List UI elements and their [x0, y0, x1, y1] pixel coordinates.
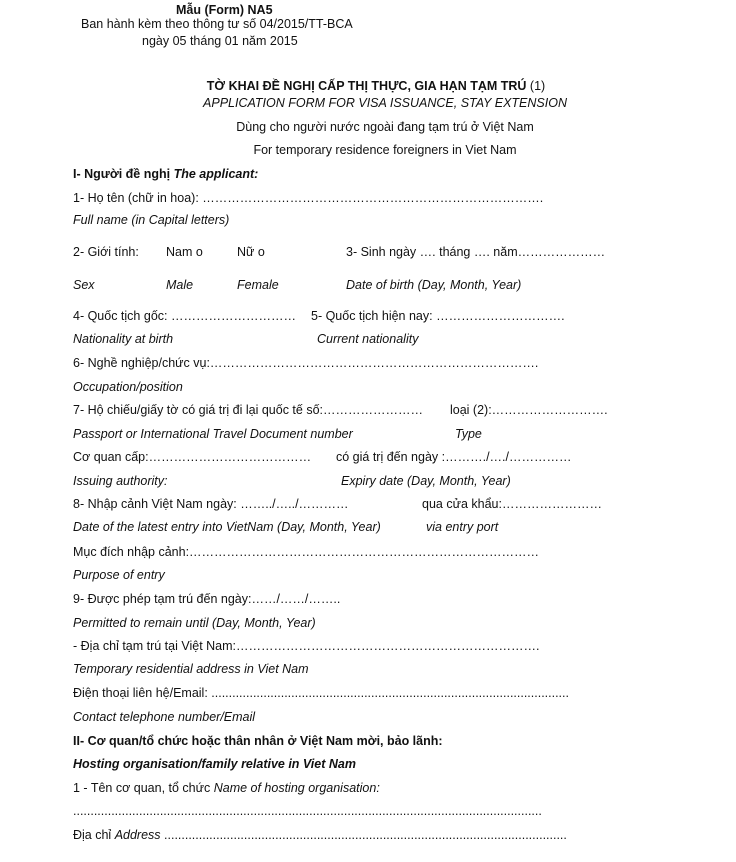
- male-checkbox[interactable]: Nam o: [166, 245, 203, 259]
- org-name-label-vi: 1 - Tên cơ quan, tổ chức: [73, 781, 214, 795]
- subtitle-en: For temporary residence foreigners in Viet Nam: [253, 143, 517, 157]
- full-name-field[interactable]: 1- Họ tên (chữ in hoa): ……………………………………………………………………….: [73, 191, 544, 205]
- section2-heading-en: Hosting organisation/family relative in Viet Nam: [73, 757, 356, 771]
- issuing-label-en: Issuing authority:: [73, 474, 168, 488]
- phone-email-label-en: Contact telephone number/Email: [73, 710, 256, 724]
- permitted-until-field[interactable]: 9- Được phép tạm trú đến ngày:……/……/……..: [73, 592, 341, 606]
- nationality-birth-field[interactable]: 4- Quốc tịch gốc: …………………………: [73, 309, 296, 323]
- male-label-en: Male: [166, 278, 194, 292]
- title-note: (1): [526, 79, 546, 93]
- temp-address-field[interactable]: - Địa chỉ tạm trú tại Việt Nam:……………………………………………………………….: [73, 639, 540, 653]
- issued-date: ngày 05 tháng 01 năm 2015: [142, 34, 298, 48]
- title-vi-text: TỜ KHAI ĐỀ NGHỊ CẤP THỊ THỰC, GIA HẠN TẠM TRÚ: [206, 79, 527, 93]
- issuing-authority-field[interactable]: Cơ quan cấp:…………………………………: [73, 450, 312, 464]
- org-address-row[interactable]: [73, 827, 567, 843]
- form-code: Mẫu (Form) NA5: [176, 3, 273, 17]
- org-address-field[interactable]: ....................................................................................................................: [160, 828, 567, 842]
- section1-heading-en: The applicant:: [173, 167, 259, 181]
- entry-port-field[interactable]: qua cửa khẩu:……………………: [422, 497, 602, 511]
- org-name-label-en: Name of hosting organisation:: [213, 781, 380, 795]
- full-name-label-en: Full name (in Capital letters): [73, 213, 230, 227]
- nationality-current-label-en: Current nationality: [317, 332, 419, 346]
- org-name-field[interactable]: .......................................................................................................................................: [73, 804, 542, 818]
- passport-type-field[interactable]: loại (2):……………………….: [450, 403, 608, 417]
- passport-number-field[interactable]: 7- Hộ chiếu/giấy tờ có giá trị đi lại quốc tế số:……………………: [73, 403, 423, 417]
- org-address-label-en: Address: [114, 828, 161, 842]
- dob-label-en: Date of birth (Day, Month, Year): [346, 278, 522, 292]
- type-label-en: Type: [455, 427, 482, 441]
- dob-field[interactable]: 3- Sinh ngày …. tháng …. năm…………………: [346, 245, 606, 259]
- entry-date-field[interactable]: 8- Nhập cảnh Việt Nam ngày: ……../…../…………: [73, 497, 349, 511]
- expiry-date-field[interactable]: có giá trị đến ngày :………./…./……………: [336, 450, 572, 464]
- section1-heading: [73, 166, 258, 182]
- permitted-label-en: Permitted to remain until (Day, Month, Year): [73, 616, 316, 630]
- expiry-label-en: Expiry date (Day, Month, Year): [341, 474, 511, 488]
- org-name-label: [73, 780, 380, 796]
- entry-label-en: Date of the latest entry into VietNam (Day, Month, Year): [73, 520, 381, 534]
- issued-with: Ban hành kèm theo thông tư số 04/2015/TT-BCA: [81, 17, 353, 31]
- section2-heading: II- Cơ quan/tổ chức hoặc thân nhân ở Việt Nam mời, bảo lãnh:: [73, 734, 443, 748]
- female-label-en: Female: [237, 278, 279, 292]
- nationality-birth-label-en: Nationality at birth: [73, 332, 174, 346]
- subtitle-vi: Dùng cho người nước ngoài đang tạm trú ở Việt Nam: [236, 120, 534, 134]
- port-label-en: via entry port: [426, 520, 499, 534]
- title-vi: [0, 78, 736, 94]
- sex-label-en: Sex: [73, 278, 95, 292]
- temp-address-label-en: Temporary residential address in Viet Nam: [73, 662, 309, 676]
- org-address-label-vi: Địa chỉ: [73, 828, 115, 842]
- purpose-label-en: Purpose of entry: [73, 568, 165, 582]
- passport-label-en: Passport or International Travel Document number: [73, 427, 353, 441]
- female-checkbox[interactable]: Nữ o: [237, 245, 265, 259]
- sex-label-vi: 2- Giới tính:: [73, 245, 139, 259]
- nationality-current-field[interactable]: 5- Quốc tịch hiện nay: ………………………….: [311, 309, 565, 323]
- purpose-field[interactable]: Mục đích nhập cảnh:…………………………………………………………………………: [73, 545, 540, 559]
- occupation-label-en: Occupation/position: [73, 380, 183, 394]
- title-en: APPLICATION FORM FOR VISA ISSUANCE, STAY EXTENSION: [203, 96, 567, 110]
- occupation-field[interactable]: 6- Nghề nghiệp/chức vụ:…………………………………………………………………….: [73, 356, 539, 370]
- phone-email-field[interactable]: Điện thoại liên hệ/Email: .......................................................................................................: [73, 686, 569, 700]
- section1-heading-vi: I- Người đề nghị: [73, 167, 174, 181]
